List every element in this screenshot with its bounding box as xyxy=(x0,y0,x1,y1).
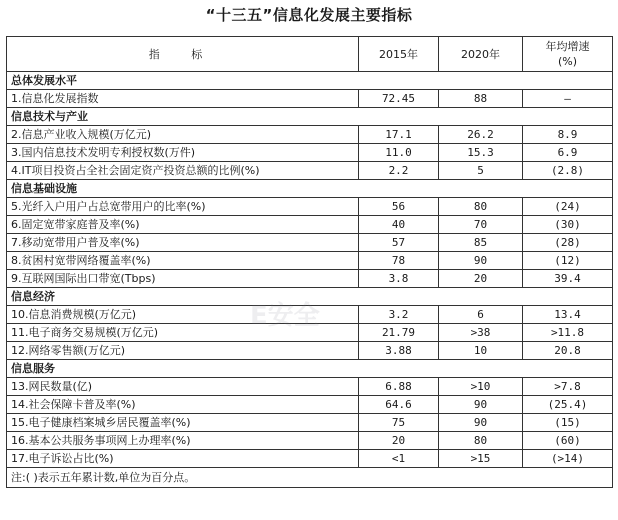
table-row xyxy=(7,234,613,252)
value-2015-cell: 6.88 xyxy=(359,378,439,396)
page-title: “十三五”信息化发展主要指标 xyxy=(205,6,413,24)
table-row xyxy=(7,144,613,162)
indicators-table xyxy=(6,36,613,488)
growth-cell: >11.8 xyxy=(523,324,613,342)
section-title: 信息基础设施 xyxy=(7,180,613,198)
value-2020-cell: 15.3 xyxy=(439,144,523,162)
indicator-cell: 12.网络零售额(万亿元) xyxy=(7,342,359,360)
value-2015-cell: 64.6 xyxy=(359,396,439,414)
indicator-cell: 5.光纤入户用户占总宽带用户的比率(%) xyxy=(7,198,359,216)
growth-cell: — xyxy=(523,90,613,108)
header-growth xyxy=(523,37,613,72)
table-row xyxy=(7,378,613,396)
indicator-cell: 10.信息消费规模(万亿元) xyxy=(7,306,359,324)
value-2020-cell: 85 xyxy=(439,234,523,252)
section-row xyxy=(7,360,613,378)
value-2015-cell: 72.45 xyxy=(359,90,439,108)
growth-cell: 6.9 xyxy=(523,144,613,162)
section-row xyxy=(7,72,613,90)
value-2015-cell: 3.8 xyxy=(359,270,439,288)
value-2015-cell: 75 xyxy=(359,414,439,432)
indicator-cell: 2.信息产业收入规模(万亿元) xyxy=(7,126,359,144)
note-row xyxy=(7,468,613,488)
table-row xyxy=(7,252,613,270)
header-2020: 2020年 xyxy=(439,37,523,72)
value-2020-cell: 80 xyxy=(439,198,523,216)
header-indicator: 指 标 xyxy=(7,37,359,72)
indicator-cell: 13.网民数量(亿) xyxy=(7,378,359,396)
value-2015-cell: 20 xyxy=(359,432,439,450)
indicator-cell: 9.互联网国际出口带宽(Tbps) xyxy=(7,270,359,288)
header-growth-line1: 年均增速 xyxy=(545,40,590,53)
indicator-cell: 1.信息化发展指数 xyxy=(7,90,359,108)
table-row xyxy=(7,162,613,180)
value-2020-cell: 70 xyxy=(439,216,523,234)
value-2020-cell: >15 xyxy=(439,450,523,468)
value-2020-cell: 6 xyxy=(439,306,523,324)
table-row xyxy=(7,324,613,342)
indicator-cell: 11.电子商务交易规模(万亿元) xyxy=(7,324,359,342)
table-row xyxy=(7,126,613,144)
value-2015-cell: 40 xyxy=(359,216,439,234)
growth-cell: (28) xyxy=(523,234,613,252)
table-row xyxy=(7,450,613,468)
value-2015-cell: 11.0 xyxy=(359,144,439,162)
header-growth-line2: (%) xyxy=(557,55,578,68)
value-2015-cell: 17.1 xyxy=(359,126,439,144)
table-row xyxy=(7,432,613,450)
table-row xyxy=(7,270,613,288)
table-row xyxy=(7,396,613,414)
table-note: 注:( )表示五年累计数,单位为百分点。 xyxy=(7,468,613,488)
watermark: E安全 xyxy=(250,301,320,331)
table-row xyxy=(7,90,613,108)
value-2020-cell: 10 xyxy=(439,342,523,360)
value-2020-cell: 26.2 xyxy=(439,126,523,144)
section-row xyxy=(7,288,613,306)
table-row xyxy=(7,414,613,432)
section-title: 信息经济 xyxy=(7,288,613,306)
value-2020-cell: 5 xyxy=(439,162,523,180)
value-2015-cell: <1 xyxy=(359,450,439,468)
value-2015-cell: 21.79 xyxy=(359,324,439,342)
section-title: 总体发展水平 xyxy=(7,72,613,90)
indicator-cell: 15.电子健康档案城乡居民覆盖率(%) xyxy=(7,414,359,432)
growth-cell: 20.8 xyxy=(523,342,613,360)
value-2020-cell: 88 xyxy=(439,90,523,108)
indicator-cell: 4.IT项目投资占全社会固定资产投资总额的比例(%) xyxy=(7,162,359,180)
indicator-cell: 16.基本公共服务事项网上办理率(%) xyxy=(7,432,359,450)
value-2015-cell: 3.88 xyxy=(359,342,439,360)
growth-cell: 13.4 xyxy=(523,306,613,324)
growth-cell: 39.4 xyxy=(523,270,613,288)
value-2020-cell: 80 xyxy=(439,432,523,450)
value-2020-cell: 90 xyxy=(439,396,523,414)
growth-cell: (2.8) xyxy=(523,162,613,180)
growth-cell: >7.8 xyxy=(523,378,613,396)
section-title: 信息服务 xyxy=(7,360,613,378)
growth-cell: (24) xyxy=(523,198,613,216)
section-row xyxy=(7,108,613,126)
value-2015-cell: 56 xyxy=(359,198,439,216)
header-2015: 2015年 xyxy=(359,37,439,72)
indicator-cell: 17.电子诉讼占比(%) xyxy=(7,450,359,468)
value-2015-cell: 57 xyxy=(359,234,439,252)
indicator-cell: 14.社会保障卡普及率(%) xyxy=(7,396,359,414)
value-2015-cell: 3.2 xyxy=(359,306,439,324)
indicator-cell: 8.贫困村宽带网络覆盖率(%) xyxy=(7,252,359,270)
table-row xyxy=(7,306,613,324)
value-2020-cell: 90 xyxy=(439,414,523,432)
growth-cell: (15) xyxy=(523,414,613,432)
table-row xyxy=(7,342,613,360)
section-row xyxy=(7,180,613,198)
indicator-cell: 6.固定宽带家庭普及率(%) xyxy=(7,216,359,234)
indicator-cell: 7.移动宽带用户普及率(%) xyxy=(7,234,359,252)
growth-cell: (>14) xyxy=(523,450,613,468)
value-2020-cell: >38 xyxy=(439,324,523,342)
growth-cell: 8.9 xyxy=(523,126,613,144)
table-row xyxy=(7,198,613,216)
growth-cell: (12) xyxy=(523,252,613,270)
growth-cell: (30) xyxy=(523,216,613,234)
growth-cell: (60) xyxy=(523,432,613,450)
table-header-row xyxy=(7,37,613,72)
section-title: 信息技术与产业 xyxy=(7,108,613,126)
value-2015-cell: 78 xyxy=(359,252,439,270)
table-row xyxy=(7,216,613,234)
growth-cell: (25.4) xyxy=(523,396,613,414)
indicator-cell: 3.国内信息技术发明专利授权数(万件) xyxy=(7,144,359,162)
value-2020-cell: 20 xyxy=(439,270,523,288)
value-2020-cell: >10 xyxy=(439,378,523,396)
value-2015-cell: 2.2 xyxy=(359,162,439,180)
value-2020-cell: 90 xyxy=(439,252,523,270)
